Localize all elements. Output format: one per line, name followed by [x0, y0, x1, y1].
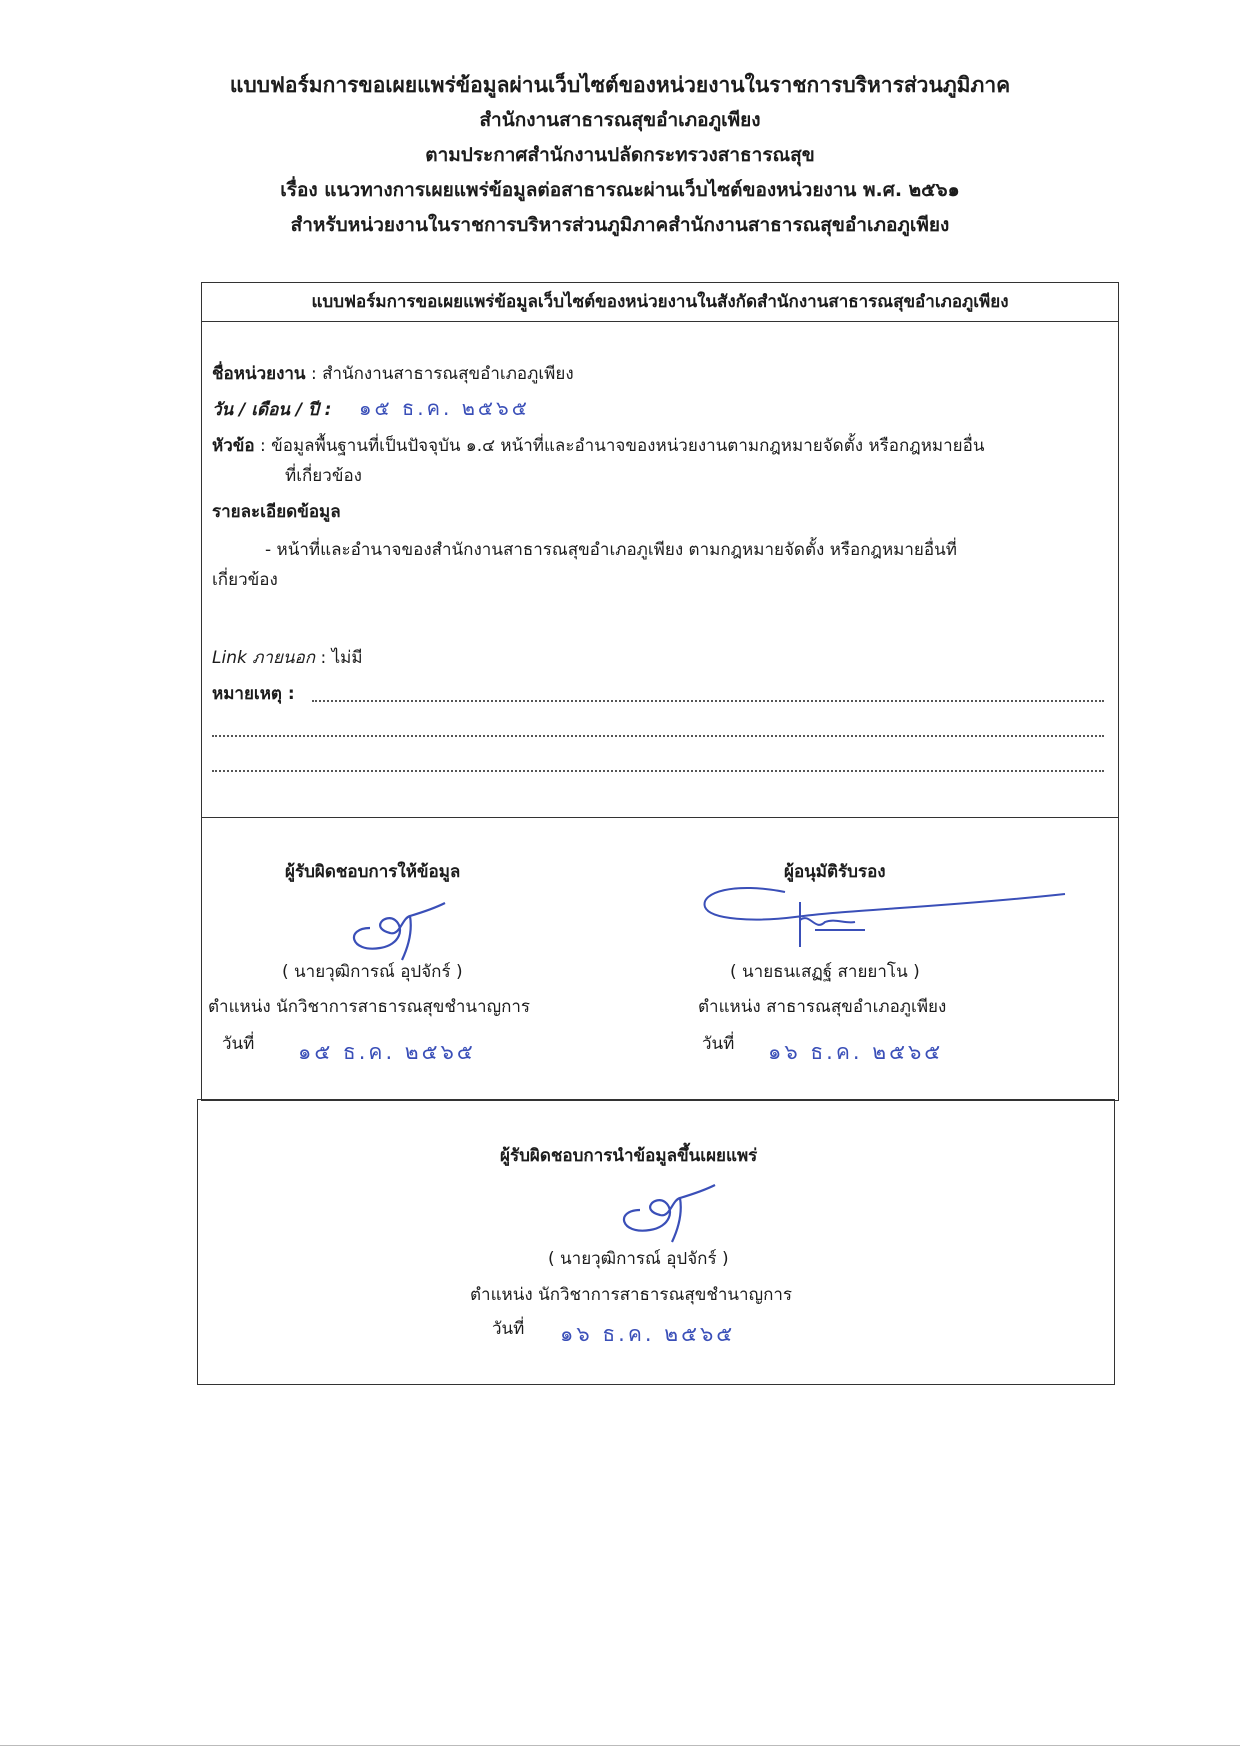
approver-date-label: วันที่	[702, 1034, 735, 1054]
publisher-name: ( นายวุฒิการณ์ อุปจักร์ )	[548, 1249, 729, 1269]
provider-name: ( นายวุฒิการณ์ อุปจักร์ )	[282, 962, 463, 982]
topic-row	[212, 432, 984, 459]
topic-label: หัวข้อ	[212, 436, 255, 456]
header-line-1: แบบฟอร์มการขอเผยแพร่ข้อมูลผ่านเว็บไซต์ของหน่วยงานในราชการบริหารส่วนภูมิภาค	[229, 73, 1011, 97]
unit-value: : สำนักงานสาธารณสุขอำเภอภูเพียง	[310, 364, 574, 384]
scan-edge-line	[0, 1745, 1240, 1746]
unit-row	[212, 360, 574, 387]
provider-position: ตำแหน่ง นักวิชาการสาธารณสุขชำนาญการ	[208, 997, 531, 1017]
publisher-date-label: วันที่	[492, 1319, 525, 1339]
document-header	[0, 68, 1240, 243]
date-label: วัน / เดือน / ปี :	[212, 400, 332, 420]
approver-name: ( นายธนเสฏฐ์ สายยาโน )	[730, 962, 920, 982]
provider-date-label: วันที่	[222, 1034, 255, 1054]
publisher-position: ตำแหน่ง นักวิชาการสาธารณสุขชำนาญการ	[470, 1285, 793, 1305]
publisher-date: ๑๖ ธ.ค. ๒๕๖๕	[560, 1322, 736, 1346]
note-dotted-line-3	[212, 770, 1104, 772]
header-line-2: สำนักงานสาธารณสุขอำเภอภูเพียง	[479, 109, 761, 131]
detail-line-2: เกี่ยวข้อง	[212, 570, 278, 590]
form-title: แบบฟอร์มการขอเผยแพร่ข้อมูลเว็บไซต์ของหน่วยงานในสังกัดสำนักงานสาธารณสุขอำเภอภูเพียง	[202, 283, 1118, 322]
link-label: Link ภายนอก	[212, 648, 316, 668]
approver-date: ๑๖ ธ.ค. ๒๕๖๕	[768, 1040, 944, 1064]
header-line-3: ตามประกาศสำนักงานปลัดกระทรวงสาธารณสุข	[425, 144, 815, 166]
note-dotted-line-1	[312, 700, 1104, 702]
header-line-5: สำหรับหน่วยงานในราชการบริหารส่วนภูมิภาคสำนักงานสาธารณสุขอำเภอภูเพียง	[290, 214, 950, 236]
approver-title: ผู้อนุมัติรับรอง	[784, 862, 886, 882]
note-dotted-line-2	[212, 735, 1104, 737]
link-value: : ไม่มี	[320, 648, 363, 668]
link-row	[212, 644, 363, 671]
date-value: ๑๕ ธ.ค. ๒๕๖๕	[358, 396, 530, 420]
approver-signature-icon	[695, 872, 1075, 952]
publisher-signature-icon	[610, 1180, 720, 1250]
approver-position: ตำแหน่ง สาธารณสุขอำเภอภูเพียง	[698, 997, 947, 1017]
note-label: หมายเหตุ :	[212, 684, 295, 704]
topic-value-continued: ที่เกี่ยวข้อง	[285, 466, 362, 486]
unit-label: ชื่อหน่วยงาน	[212, 364, 306, 384]
provider-date: ๑๕ ธ.ค. ๒๕๖๕	[298, 1040, 476, 1064]
provider-title: ผู้รับผิดชอบการให้ข้อมูล	[285, 862, 461, 882]
detail-label: รายละเอียดข้อมูล	[212, 502, 341, 522]
date-row	[212, 392, 530, 424]
publisher-title: ผู้รับผิดชอบการนำข้อมูลขึ้นเผยแพร่	[500, 1146, 758, 1166]
header-line-4: เรื่อง แนวทางการเผยแพร่ข้อมูลต่อสาธารณะผ่านเว็บไซต์ของหน่วยงาน พ.ศ. ๒๕๖๑	[280, 179, 960, 201]
detail-line-1: - หน้าที่และอำนาจของสำนักงานสาธารณสุขอำเภอภูเพียง ตามกฎหมายจัดตั้ง หรือกฎหมายอื่นที่	[265, 540, 957, 560]
topic-value: : ข้อมูลพื้นฐานที่เป็นปัจจุบัน ๑.๔ หน้าที่และอำนาจของหน่วยงานตามกฎหมายจัดตั้ง หรือกฎหมายอื่น	[260, 436, 985, 456]
